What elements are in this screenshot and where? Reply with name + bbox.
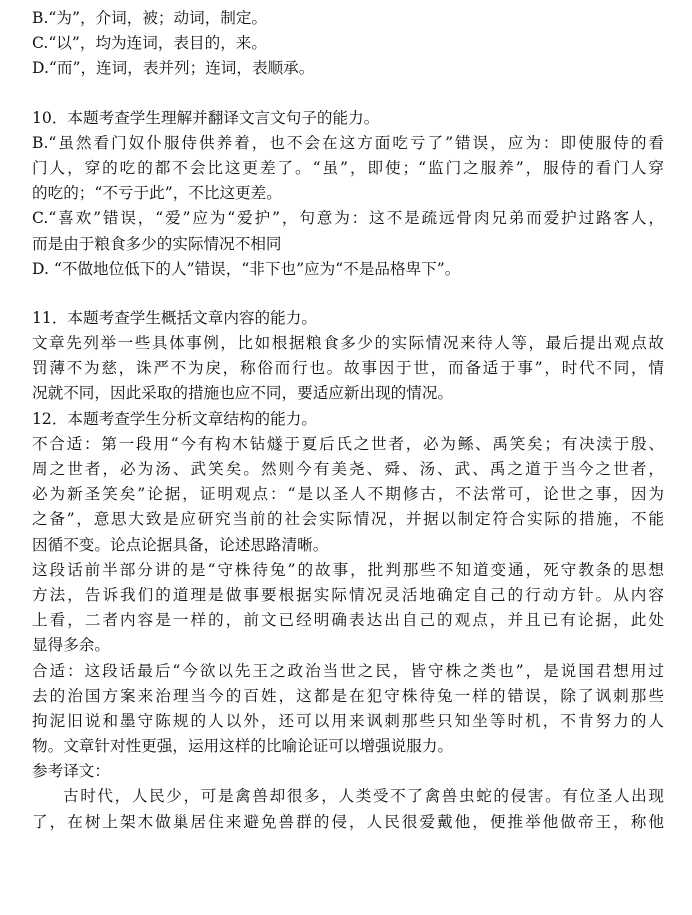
- paragraph-gap: [32, 282, 664, 306]
- text-line: D. “不做地位低下的人”错误，“非下也”应为“不是品格卑下”。: [32, 259, 461, 278]
- text-line: 古时代，人民少，可是禽兽却很多，人类受不了禽兽虫蛇的侵害。有位圣人出现: [63, 787, 664, 806]
- text-line: 物。文章针对性更强，运用这样的比喻论证可以增强说服力。: [32, 737, 454, 756]
- text-line: 拘泥旧说和墨守陈规的人以外，还可以用来讽刺那些只知坐等时机，不肯努力的人: [32, 711, 664, 730]
- text-line: C.“喜欢”错误，“爱”应为“爱护”，句意为：这不是疏远骨肉兄弟而爱护过路客人，: [32, 209, 664, 228]
- text-line: 必为新圣笑矣”论据，证明观点：“是以圣人不期修古，不法常可，论世之事，因为: [32, 485, 664, 504]
- text-line: 而是由于粮食多少的实际情况不相同: [32, 234, 282, 253]
- text-line: 门人，穿的吃的都不会比这更差了。“虽”，即使；“监门之服养”，服侍的看门人穿: [32, 158, 664, 177]
- answers-11-12-translation: [32, 306, 664, 835]
- text-line: 况就不同，因此采取的措施也应不同，要适应新出现的情况。: [32, 384, 454, 403]
- text-line: 不合适：第一段用“今有构木钻燧于夏后氏之世者，必为鲧、禹笑矣；有决渎于殷、: [32, 434, 664, 453]
- translation-heading: 参考译文：: [32, 762, 110, 781]
- text-line: 了，在树上架木做巢居住来避免兽群的侵，人民很爱戴他，便推举他做帝王，称他: [32, 812, 664, 831]
- text-line: 显得多余。: [32, 636, 110, 655]
- paragraph-gap: [32, 82, 664, 106]
- document-page: [32, 6, 664, 835]
- question-heading: 11．本题考查学生概括文章内容的能力。: [32, 308, 317, 327]
- question-heading: 10．本题考查学生理解并翻译文言文句子的能力。: [32, 108, 380, 127]
- answer-9-options: [32, 6, 664, 82]
- text-line: 文章先列举一些具体事例，比如根据粮食多少的实际情况来待人等，最后提出观点故: [32, 334, 664, 353]
- question-heading: 12．本题考查学生分析文章结构的能力。: [32, 409, 317, 428]
- answer-10: [32, 106, 664, 282]
- text-line: 方法，告诉我们的道理是做事要根据实际情况灵活地确定自己的行动方针。从内容: [32, 585, 664, 604]
- text-line: B.“虽然看门奴仆服侍供养着，也不会在这方面吃亏了”错误，应为：即使服侍的看: [32, 133, 664, 152]
- text-line: 这段话前半部分讲的是“守株待兔”的故事，批判那些不知道变通，死守教条的思想: [32, 560, 664, 579]
- text-line: 的吃的；“不亏于此”，不比这更差。: [32, 184, 282, 203]
- text-line: C.“以”，均为连词，表目的，来。: [32, 34, 267, 53]
- text-line: D.“而”，连词，表并列；连词，表顺承。: [32, 59, 315, 78]
- text-line: 上看，二者内容是一样的，前文已经明确表达出自己的观点，并且已有论据，此处: [32, 611, 664, 630]
- text-line: 去的治国方案来治理当今的百姓，这都是在犯守株待兔一样的错误，除了讽刺那些: [32, 686, 664, 705]
- text-line: 合适：这段话最后“今欲以先王之政治当世之民，皆守株之类也”，是说国君想用过: [32, 661, 664, 680]
- text-line: 罚薄不为慈，诛严不为戾，称俗而行也。故事因于世，而备适于事”，时代不同，情: [32, 359, 664, 378]
- text-line: 周之世者，必为汤、武笑矣。然则今有美尧、舜、汤、武、禹之道于当今之世者，: [32, 460, 664, 478]
- text-line: 因循不变。论点论据具备，论述思路清晰。: [32, 535, 329, 554]
- text-line: B.“为”，介词，被；动词，制定。: [32, 9, 268, 27]
- text-line: 之备”，意思大致是应研究当前的社会实际情况，并据以制定符合实际的措施，不能: [32, 510, 664, 529]
